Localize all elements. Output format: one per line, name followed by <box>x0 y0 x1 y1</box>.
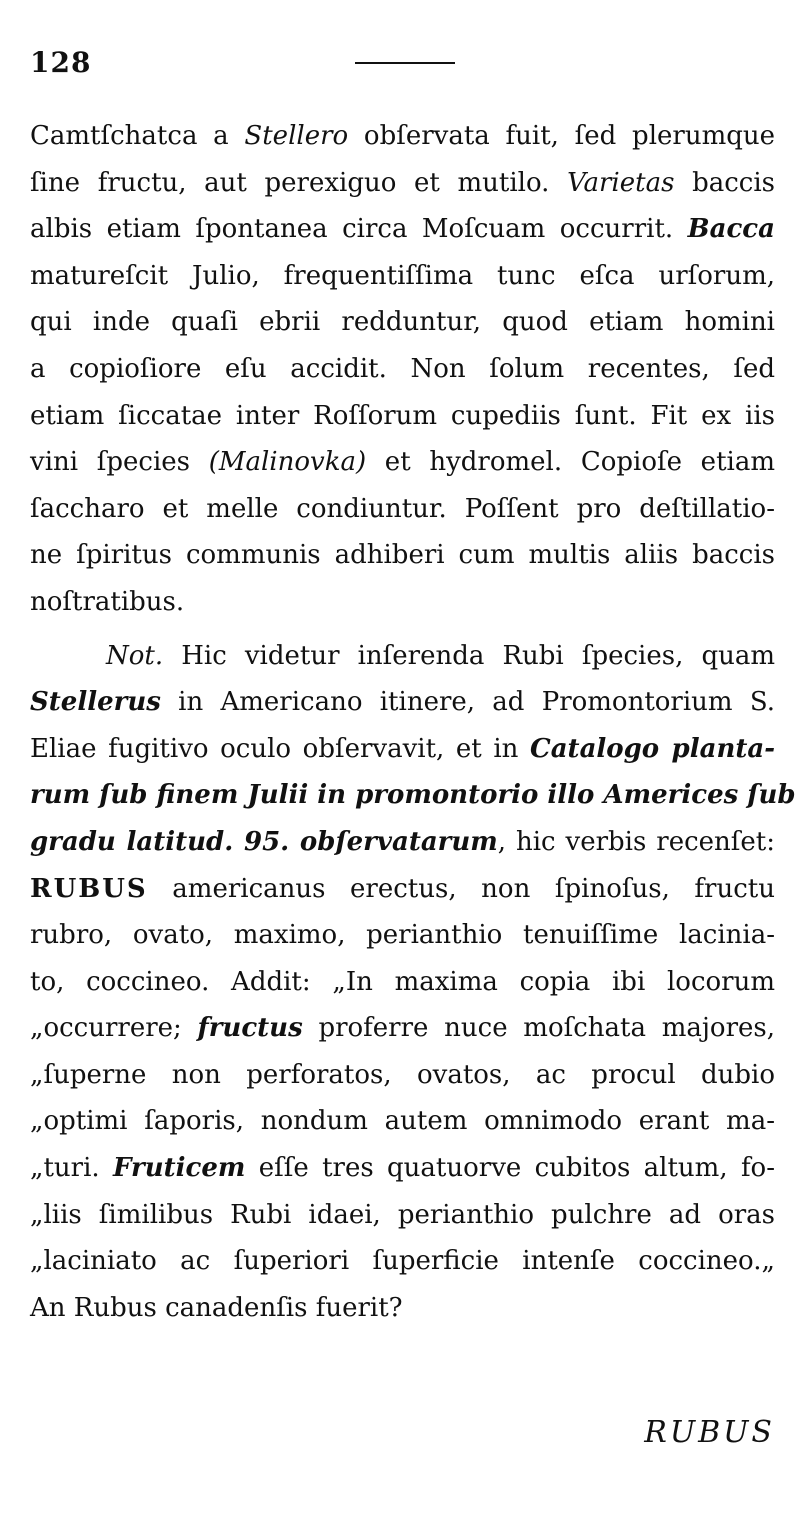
paragraph-2 <box>30 633 796 1332</box>
text-line: to, coccineo. Addit: „In maxima copia ibi locorum <box>30 966 775 997</box>
catchword: RUBUS <box>644 1415 775 1450</box>
italic-term: (Malinovka) <box>208 447 367 478</box>
italic-term: Fruticem <box>113 1153 246 1184</box>
text-line: ſine fructu, aut perexiguo et mutilo. Varietas baccis <box>30 167 775 198</box>
text-line: rum ſub finem Julii in promontorio illo Americes ſub <box>30 780 796 811</box>
italic-name: Stellerus <box>30 687 161 718</box>
italic-term: Bacca <box>687 214 775 245</box>
text-line: ſaccharo et melle condiuntur. Poſſent pro deſtillatio- <box>30 493 775 524</box>
text-line: Eliae fugitivo oculo obſervavit, et in Catalogo planta- <box>30 733 775 764</box>
text-line: An Rubus canadenſis fuerit? <box>30 1292 403 1323</box>
header-rule <box>355 62 455 64</box>
text-line: albis etiam ſpontanea circa Moſcuam occurrit. Bacca <box>30 214 775 245</box>
italic-term: fructus <box>197 1013 303 1044</box>
text-line: „laciniato ac ſuperiori ſuperficie intenſe coccineo.„ <box>30 1246 775 1277</box>
text-line: „ſuperne non perforatos, ovatos, ac procul dubio <box>30 1059 775 1090</box>
text-line: a copioſiore eſu accidit. Non ſolum recentes, ſed <box>30 353 775 384</box>
text-line: Not. Hic videtur inſerenda Rubi ſpecies, quam <box>106 640 775 671</box>
text-line: vini ſpecies (Malinovka) et hydromel. Copioſe etiam <box>30 447 775 478</box>
text-line: „turi. Fruticem eſſe tres quatuorve cubitos altum, fo- <box>30 1153 776 1184</box>
text-line: „occurrere; fructus proferre nuce moſchata majores, <box>30 1013 776 1044</box>
italic-title: Catalogo planta- <box>530 733 775 764</box>
text-line: RUBUS americanus erectus, non ſpinoſus, fructu <box>30 873 775 904</box>
italic-term: Varietas <box>567 167 675 198</box>
text-line: Stellerus in Americano itinere, ad Promontorium S. <box>30 687 775 718</box>
text-line: qui inde quaſi ebrii redduntur, quod etiam homini <box>30 307 775 338</box>
text-line: „optimi ſaporis, nondum autem omnimodo erant ma- <box>30 1106 775 1137</box>
paragraph-gap <box>30 626 775 633</box>
text-line: matureſcit Julio, frequentiſſima tunc eſca urſorum, <box>30 260 775 291</box>
text-line: Camtſchatca a Stellero obſervata fuit, ſed plerumque <box>30 121 775 151</box>
text-line: etiam ſiccatae inter Roſſorum cupediis ſunt. Fit ex iis <box>30 400 775 431</box>
text-line: „liis ſimilibus Rubi idaei, perianthio pulchre ad oras <box>30 1199 775 1230</box>
note-label: Not. <box>106 640 164 671</box>
italic-title: gradu latitud. 95. obſervatarum <box>30 826 498 857</box>
species-name: RUBUS <box>30 873 148 904</box>
italic-name: Stellero <box>244 121 349 151</box>
text-line: ne ſpiritus communis adhiberi cum multis aliis baccis <box>30 540 775 571</box>
paragraph-1 <box>30 113 775 626</box>
text-line: rubro, ovato, maximo, perianthio tenuiſſime lacinia- <box>30 920 775 951</box>
text-line: noſtratibus. <box>30 586 185 617</box>
body-text <box>30 113 796 1331</box>
page-number: 128 <box>30 46 92 79</box>
text-line: gradu latitud. 95. obſervatarum, hic verbis recenſet: <box>30 826 775 857</box>
